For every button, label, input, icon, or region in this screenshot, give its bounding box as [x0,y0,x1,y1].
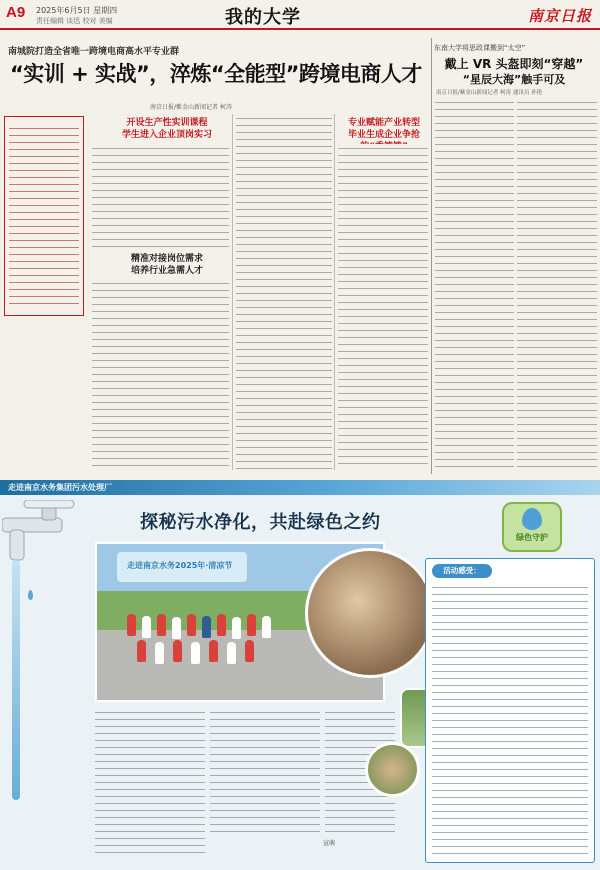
feature-band [0,480,600,495]
photo-banner-text: 走进南京水务2025年·清凉节 [127,561,233,570]
lead-summary-box [4,116,84,316]
newspaper-logo: 南京日报 [527,7,592,25]
feature-band-label: 走进南京水务集团污水处理厂 [8,483,112,492]
top-story-headline: “实训 + 实战”，淬炼“全能型”跨境电商人才 [10,62,422,86]
subhead-1: 开设生产性实训课程 学生进入企业顶岗实习 [121,118,212,140]
children-closeup-photo [305,548,435,678]
side-story-kicker: 东南大学将思政课搬到“太空” [434,44,526,52]
side-story-byline: 南京日报/紫金山新闻记者 柯涛 通讯员 孙艳 [436,90,543,96]
story-column-2 [236,114,332,470]
story-column-1a [92,144,229,251]
side-story-column-2 [517,98,597,472]
side-story-column-1 [435,98,514,472]
issue-date: 2025年6月5日 星期四 [36,6,118,15]
feature-headline: 探秘污水净化，共赴绿色之约 [140,512,381,533]
page-header [0,0,600,30]
page-number: A9 [6,4,26,21]
side-story-headline: 戴上 VR 头盔即刻“穿越” [444,57,584,71]
impressions-header: 活动感受： [432,564,492,578]
feature-column-2 [210,708,320,836]
feature-author: 宣萌 [323,840,336,847]
drop-icon [522,508,542,530]
side-story-subheadline: “星辰大海”触手可及 [462,73,566,86]
story-column-3 [338,144,428,470]
top-story-byline: 南京日报/紫金山新闻记者 柯涛 [150,104,232,111]
subhead-2: 专业赋能产业转型 毕业生成企业争抢 [347,118,420,140]
subhead-3: 精准对接岗位需求 培养行业急需人才 [130,254,203,276]
impressions-text [432,583,588,858]
water-stream [12,560,20,800]
top-story-kicker: 南城院打造全省唯一跨境电商高水平专业群 [8,47,180,57]
feature-column-1 [95,708,205,858]
editor-credits: 责任编辑 谈迅 校对 美编 [36,17,113,25]
logo-label: 绿色守护 [516,533,548,542]
column-title: 我的大学 [225,7,301,28]
green-guardian-logo [502,502,562,552]
water-drop-icon [28,590,33,600]
impressions-box [425,558,595,863]
portrait-photo-1 [365,742,420,797]
story-column-1b [92,279,229,469]
